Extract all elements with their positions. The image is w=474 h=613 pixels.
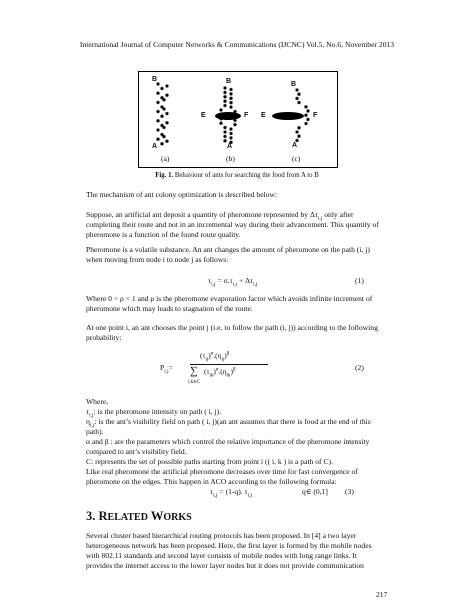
- ant-mark: [304, 113, 308, 117]
- sum-index: i,k∈C: [188, 380, 201, 385]
- ant-mark: [297, 92, 301, 96]
- eq2-numerator: $(\tau_{ij})^\alpha.(\eta_{ij})^\beta$: [200, 351, 230, 363]
- subscript: i,j: [213, 492, 218, 499]
- equation-1: [208, 276, 258, 288]
- panel-b-label-f: F: [244, 112, 249, 119]
- text-line: pheromone on the edges. This happen in ACO according to the following formula:: [86, 477, 337, 486]
- ant-mark: [304, 105, 308, 109]
- obstacle-b: [215, 112, 241, 120]
- ant-mark: [295, 130, 299, 134]
- ant-mark: [223, 130, 227, 134]
- ant-mark: [156, 110, 160, 114]
- ant-mark: [223, 86, 227, 90]
- section-title-rest: ORKS: [163, 512, 192, 523]
- panel-b-caption: (b): [226, 154, 235, 163]
- eq2-lhs: [160, 363, 173, 375]
- ant-mark: [165, 121, 169, 125]
- eq-fragment: = (1-q). τ: [217, 487, 248, 496]
- ant-mark: [306, 109, 310, 113]
- equation-3-condition: q∈ (0,1]: [302, 487, 328, 496]
- text-line: with 802.11 standards and second layer consists of mobile nodes with long range links. It: [86, 551, 357, 560]
- text-line: At one point i, an ant chooses the point j (i.e. to follow the path (i, j)) according to the following: [86, 323, 378, 332]
- eq-symbol: P: [160, 363, 165, 372]
- ant-mark: [219, 108, 223, 112]
- text-line: completing their route and not in an incremental way during their advancement. This quantity of: [86, 220, 379, 229]
- ant-mark: [223, 126, 227, 130]
- text-fragment: Suppose, an artificial ant deposit a quantity of pheromone represented by Δτ: [86, 210, 318, 219]
- ant-mark: [295, 97, 299, 101]
- panel-c-label-e: E: [261, 112, 266, 119]
- running-header: International Journal of Computer Networks & Communications (IJCNC) Vol.5, No.6, November 2013: [79, 40, 395, 49]
- equation-3: [210, 487, 252, 499]
- text-line: C: represents the set of possible paths starting from point i (( i, k ) is a path of C).: [86, 457, 333, 466]
- ant-mark: [160, 114, 164, 118]
- ant-mark: [229, 105, 233, 109]
- eq-symbol: τ: [210, 487, 214, 496]
- eq-fragment: =: [168, 363, 173, 372]
- text-line: pheromone is a function of the found route quality.: [86, 230, 241, 239]
- text-fragment: : is the ant’s visibility field on path ( i, j)(an ant assumes that there is food at the end of this: [94, 417, 371, 426]
- ant-mark: [297, 101, 301, 105]
- panel-a-label-a: A: [152, 143, 158, 150]
- text-line: provides the internet access to the lower layer nodes but it does not provide communication: [86, 561, 364, 570]
- eq2-denominator: $(\tau_{ik})^\alpha.(\eta_{ik})^\beta$: [204, 367, 236, 379]
- obstacle-c: [272, 112, 304, 120]
- ant-mark: [229, 132, 233, 136]
- sum-symbol: ∑: [190, 365, 198, 377]
- figure-caption-text: Behaviour of ants for searching the food from A to B: [173, 172, 319, 179]
- ant-mark: [223, 95, 227, 99]
- figure-1-illustration: [139, 72, 337, 167]
- ant-mark: [295, 88, 299, 92]
- section-title-rest: ELATED: [107, 512, 148, 523]
- ant-mark: [304, 122, 308, 126]
- figure-caption: [0, 172, 474, 179]
- subscript: i,j: [89, 422, 95, 429]
- panel-b-label-a: A: [227, 143, 233, 150]
- equation-1-number: (1): [355, 276, 364, 285]
- panel-c-label-f: F: [313, 112, 318, 119]
- panel-b-label-b: B: [226, 78, 232, 85]
- text-line: α and β : are the parameters which control the relative importance of the pheromone intensity: [86, 437, 370, 446]
- tau-symbol: τ: [86, 407, 90, 416]
- ant-mark: [223, 104, 227, 108]
- eta-symbol: η: [86, 417, 90, 426]
- ant-mark: [223, 135, 227, 139]
- text-line: probability:: [86, 333, 122, 342]
- section-number: 3.: [86, 509, 96, 523]
- equation-2: [160, 351, 270, 391]
- ant-mark: [219, 121, 223, 125]
- ant-mark: [297, 126, 301, 130]
- equation-3-number: (3): [345, 487, 354, 496]
- eq-fragment: = σ.τ: [215, 276, 233, 285]
- panel-c-label-a: A: [292, 142, 298, 149]
- text-line: when moving from node i to node j as follows:: [86, 255, 229, 264]
- ant-mark: [156, 137, 160, 141]
- section-title-initial: R: [98, 509, 108, 523]
- ant-mark: [223, 91, 227, 95]
- text-line: Where,: [86, 397, 109, 406]
- text-line: The mechanism of ant colony optimization is described below:: [86, 190, 278, 199]
- ant-mark: [306, 118, 310, 122]
- subscript: i,j: [164, 368, 169, 375]
- ant-mark: [165, 93, 169, 97]
- subscript: i,j: [317, 215, 323, 222]
- text-fragment: only after: [322, 210, 354, 219]
- ant-mark: [156, 119, 160, 123]
- section-title-initial: W: [150, 509, 164, 523]
- ant-mark: [229, 136, 233, 140]
- text-fragment: : is the pheromone intensity on path ( i, j).: [93, 407, 222, 416]
- figure-caption-label: Fig. 1.: [155, 172, 174, 179]
- ant-mark: [229, 88, 233, 92]
- text-line: Where 0 < ρ < 1 and ρ is the pheromone evaporation factor which avoids infinite increment of: [86, 294, 373, 303]
- ant-mark: [160, 87, 164, 91]
- panel-c-caption: (c): [292, 154, 301, 163]
- subscript: i,j: [89, 412, 94, 419]
- ant-mark: [156, 101, 160, 105]
- ant-mark: [229, 92, 233, 96]
- fraction-bar: [190, 364, 268, 365]
- page-number: 217: [376, 590, 388, 599]
- ant-mark: [156, 91, 160, 95]
- ant-mark: [165, 112, 169, 116]
- ant-mark: [156, 128, 160, 132]
- section-heading: [86, 509, 192, 524]
- ant-mark: [165, 84, 169, 88]
- panel-b-label-e: E: [201, 112, 206, 119]
- text-line: Several cluster based hierarchical routing protocols has been proposed. In [4] a two layer: [86, 531, 357, 540]
- panel-c-label-b: B: [291, 81, 297, 88]
- subscript: i,j: [211, 281, 216, 288]
- ant-mark: [233, 123, 237, 127]
- subscript: i,j: [247, 492, 253, 499]
- figure-1: [138, 71, 338, 168]
- ant-mark: [229, 97, 233, 101]
- ant-mark: [165, 139, 169, 143]
- eq-fragment: + Δτ: [237, 276, 254, 285]
- panel-a-caption: (a): [161, 154, 170, 163]
- subscript: i,j: [253, 281, 258, 288]
- text-line: Pheromone is a volatile substance. An ant changes the amount of pheromone on the path (i, j): [86, 245, 370, 254]
- subscript: i,j: [232, 281, 238, 288]
- text-line: path).: [86, 427, 104, 436]
- ant-mark: [297, 134, 301, 138]
- text-line: compared to ant’s visibility field.: [86, 447, 187, 456]
- text-line: pheromone which may leads to stagnation of the route.: [86, 304, 253, 313]
- panel-a-label-b: B: [152, 76, 158, 83]
- ant-mark: [223, 99, 227, 103]
- ant-mark: [160, 142, 164, 146]
- equation-2-number: (2): [355, 363, 364, 372]
- ant-mark: [229, 127, 233, 131]
- ant-mark: [229, 101, 233, 105]
- text-line: heterogeneous network has been proposed. Here, the first layer is formed by the mobile nodes: [86, 541, 372, 550]
- text-line: Like real pheromone the artificial pheromone decreases over time for fast convergence of: [86, 467, 358, 476]
- eq-symbol: τ: [208, 276, 212, 285]
